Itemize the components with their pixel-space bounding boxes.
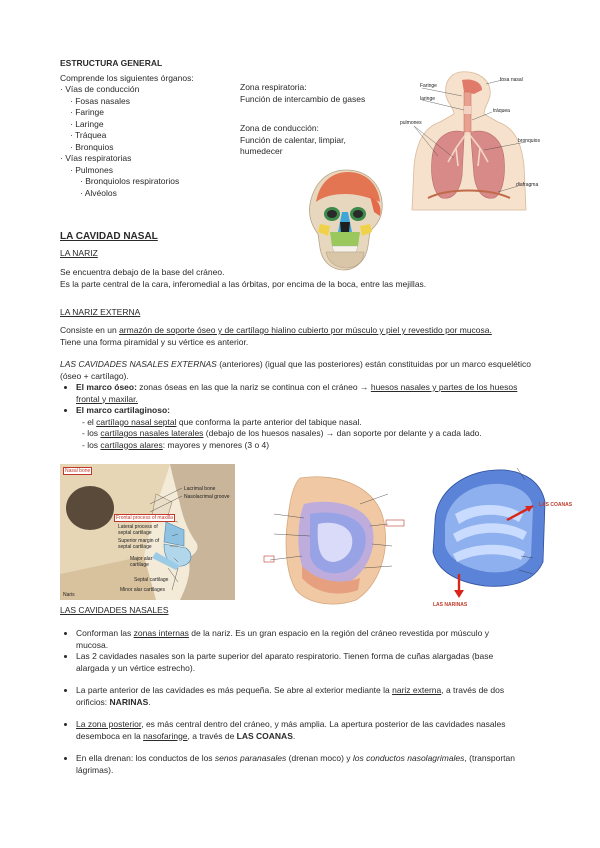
underlined-text: zonas internas bbox=[133, 628, 189, 638]
label-frontal-process: Frontal process of maxilla bbox=[116, 515, 173, 521]
text: , a través de bbox=[187, 730, 237, 741]
list-item bbox=[76, 719, 545, 742]
bold-text: El marco óseo: bbox=[76, 382, 137, 392]
underlined-text: cartílagos alares bbox=[100, 439, 163, 450]
underlined-text: cartílago nasal septal bbox=[96, 416, 177, 427]
list-item: · Vías de conducción bbox=[60, 84, 140, 94]
nariz-paragraph bbox=[60, 267, 540, 290]
underlined-text: La zona posterior bbox=[76, 719, 142, 729]
label-major-alar bbox=[130, 556, 152, 568]
zona-conduccion bbox=[240, 123, 400, 158]
list-item: · Pulmones bbox=[70, 164, 113, 175]
external-nose-figure bbox=[60, 464, 235, 600]
sub-item bbox=[82, 440, 545, 452]
text: Conforman las bbox=[76, 628, 134, 638]
bold-text: El marco cartilaginoso: bbox=[76, 405, 170, 415]
label-pulmones: pulmones bbox=[400, 120, 422, 126]
ext-line: (óseo + cartílago). bbox=[60, 370, 129, 381]
text: orificios: bbox=[76, 696, 110, 707]
label-faringe: Faringe bbox=[420, 83, 437, 89]
text: En ella drenan: los conductos de los bbox=[76, 753, 215, 763]
text: zonas óseas en las que la nariz se continua con el cráneo → bbox=[136, 382, 371, 392]
label-fosa-nasal: fosa nasal bbox=[500, 77, 523, 83]
text: de la nariz. Es un gran espacio en la región del cráneo revestida por músculo y bbox=[188, 628, 489, 638]
text: . bbox=[148, 696, 151, 707]
cavidades-title: LAS CAVIDADES NASALES bbox=[60, 605, 169, 615]
nasal-cavity-illustration bbox=[415, 462, 555, 612]
label-diafragma: diafragma bbox=[516, 182, 539, 188]
text: Las 2 cavidades nasales son la parte superior del aparato respiratorio. Tienen forma de cuñas alargadas (base bbox=[76, 651, 494, 661]
list-item: · Fosas nasales bbox=[70, 95, 130, 106]
text: Consiste en un bbox=[60, 325, 120, 335]
nariz-externa-title: LA NARIZ EXTERNA bbox=[60, 307, 141, 317]
text: (debajo de los huesos nasales) → dan soporte por delante y a cada lado. bbox=[203, 428, 482, 438]
text: , a través de dos bbox=[441, 685, 505, 695]
label-line: septal cartilage bbox=[118, 530, 152, 536]
label-las-coanas: LAS COANAS bbox=[539, 502, 573, 508]
italic-text: senos paranasales bbox=[214, 753, 287, 763]
list-item: · Bronquios bbox=[70, 141, 114, 152]
label-lateral-process bbox=[118, 524, 158, 536]
section-title: ESTRUCTURA GENERAL bbox=[60, 58, 163, 68]
list-item: · Vías respiratorias bbox=[60, 153, 132, 163]
sagittal-head-figure bbox=[260, 474, 410, 608]
label-nasolacrimal: Nasolacrimal groove bbox=[184, 494, 230, 500]
text: - los bbox=[82, 428, 101, 438]
text: (drenan moco) y bbox=[286, 753, 353, 763]
cavidades-body bbox=[60, 628, 545, 776]
list-item bbox=[76, 628, 545, 651]
underlined-text: cartílagos nasales laterales bbox=[100, 428, 204, 438]
nariz-line: Es la parte central de la cara, inferomedial a las órbitas, por encima de la boca, entre las mejillas. bbox=[60, 278, 427, 289]
cavidad-title: LA CAVIDAD NASAL bbox=[60, 231, 158, 242]
label-nasal-bone: Nasal bone bbox=[65, 468, 91, 474]
italic-text: los conductos nasolagrimales bbox=[352, 753, 465, 763]
list-item: · Alvéolos bbox=[80, 187, 117, 198]
nasal-cavity-3d-figure bbox=[415, 462, 573, 612]
underlined-text: huesos nasales y partes de los huesos bbox=[370, 382, 518, 392]
skull-illustration bbox=[300, 166, 392, 274]
label-line: septal cartilage bbox=[118, 544, 152, 550]
underlined-text: frontal y maxilar. bbox=[76, 393, 138, 404]
label-line: cartilage bbox=[130, 562, 149, 568]
text: desemboca en la bbox=[76, 730, 144, 741]
label-lacrimal: Lacrimal bone bbox=[184, 486, 216, 492]
list-item bbox=[76, 753, 545, 776]
zona-cond-title: Zona de conducción: bbox=[240, 123, 319, 133]
text: - el bbox=[82, 416, 97, 427]
underlined-text: nasofaringe bbox=[143, 730, 188, 741]
cartilago-sublist bbox=[60, 417, 545, 452]
ext-line bbox=[60, 325, 545, 337]
marco-list bbox=[60, 382, 545, 417]
label-las-narinas: LAS NARINAS bbox=[433, 602, 468, 608]
list-item: · Laringe bbox=[70, 118, 104, 129]
zona-cond-text: Función de calentar, limpiar, bbox=[240, 134, 346, 145]
sagittal-head-illustration bbox=[260, 474, 410, 608]
zona-resp-text: Función de intercambio de gases bbox=[240, 93, 366, 104]
italic-text: LAS CAVIDADES NASALES EXTERNAS bbox=[60, 359, 217, 369]
label-minor-alar: Minor alar cartilages bbox=[120, 587, 166, 593]
bold-text: NARINAS bbox=[109, 696, 149, 707]
text: , (transportan bbox=[464, 753, 515, 763]
text: mucosa. bbox=[76, 639, 109, 650]
list-item: · Faringe bbox=[70, 107, 105, 117]
label-laringe: laringe bbox=[420, 96, 436, 102]
list-item: · Bronquiolos respiratorios bbox=[80, 176, 180, 186]
underlined-text: armazón de soporte óseo y de cartílago hialino cubierto por músculo y piel y revestido por mucosa. bbox=[119, 325, 492, 335]
text: , es más central dentro del cráneo, y más amplia. La apertura posterior de las cavidades nasales bbox=[141, 719, 506, 729]
list-item bbox=[76, 651, 545, 674]
intro-text: Comprende los siguientes órganos: bbox=[60, 72, 194, 83]
list-item bbox=[76, 405, 545, 417]
text: La parte anterior de las cavidades es más pequeña. Se abre al exterior mediante la bbox=[76, 685, 393, 695]
label-line: Major alar bbox=[130, 556, 153, 562]
text: - los bbox=[82, 439, 101, 450]
underlined-text: nariz externa bbox=[392, 685, 442, 695]
skull-figure bbox=[300, 166, 392, 274]
text: lágrimas). bbox=[76, 764, 114, 775]
label-naris: Naris bbox=[63, 592, 75, 598]
label-bronquios: bronquios bbox=[518, 138, 540, 144]
nariz-line: Se encuentra debajo de la base del cráneo. bbox=[60, 267, 225, 277]
text: (anteriores) (igual que las posteriores) están constituidas por un marco esquelético bbox=[216, 359, 532, 369]
cavidades-list bbox=[60, 628, 545, 776]
label-traquea: tráquea bbox=[493, 108, 510, 114]
text: alargada y un vértice estrecho). bbox=[76, 662, 196, 673]
label-line: Lateral process of bbox=[118, 524, 158, 530]
respiratory-system-figure bbox=[398, 66, 540, 210]
zona-respiratoria bbox=[240, 82, 400, 105]
sub-item bbox=[82, 428, 545, 440]
nariz-title: LA NARIZ bbox=[60, 248, 98, 258]
zona-resp-title: Zona respiratoria: bbox=[240, 82, 307, 92]
general-list bbox=[60, 58, 240, 199]
label-septal: Septal cartilage bbox=[134, 577, 169, 583]
text: . bbox=[292, 730, 296, 741]
ext-line bbox=[60, 359, 545, 371]
label-line: Superior margin of bbox=[118, 538, 160, 544]
list-item bbox=[76, 685, 545, 708]
list-item bbox=[76, 382, 545, 405]
nariz-externa-body bbox=[60, 325, 545, 451]
label-superior-margin bbox=[118, 538, 159, 550]
bold-text: LAS COANAS bbox=[236, 730, 293, 741]
text: que conforma la parte anterior del tabique nasal. bbox=[176, 416, 362, 427]
sub-item bbox=[82, 417, 545, 429]
text: : mayores y menores (3 o 4) bbox=[162, 439, 270, 450]
ext-line: Tiene una forma piramidal y su vértice es anterior. bbox=[60, 336, 249, 347]
zona-cond-text: humedecer bbox=[240, 146, 283, 156]
list-item: · Tráquea bbox=[70, 130, 107, 140]
